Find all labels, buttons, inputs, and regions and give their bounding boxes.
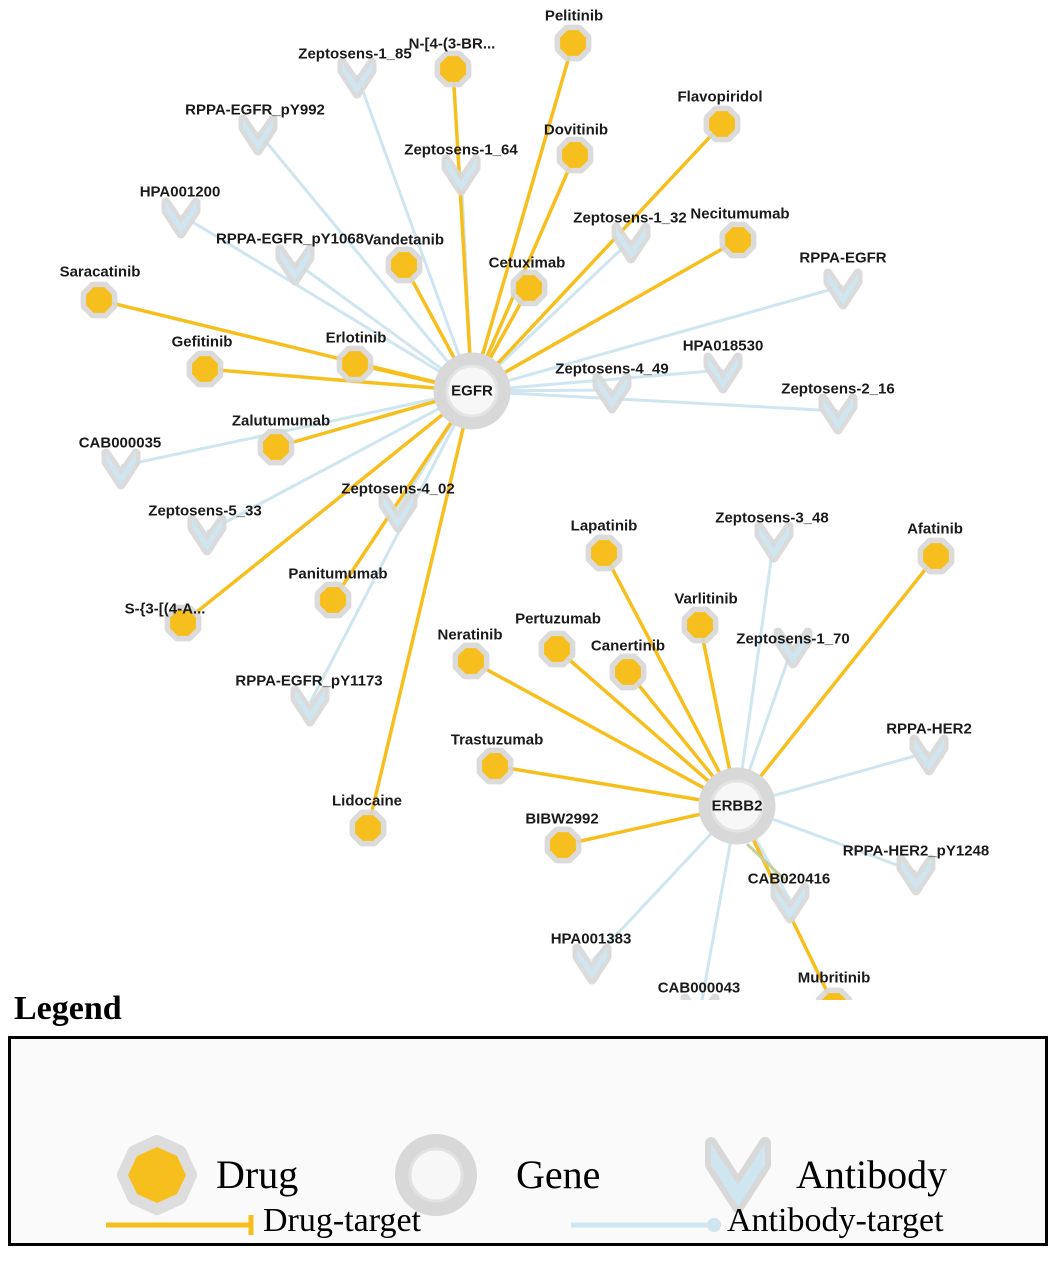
drug-node[interactable]: [262, 433, 290, 461]
drug-node-label: Necitumumab: [690, 205, 790, 223]
legend-label-drug-target: Drug-target: [263, 1202, 421, 1239]
antibody-node[interactable]: [446, 159, 476, 191]
drug-node[interactable]: [922, 542, 950, 570]
antibody-node-label: Zeptosens-4_49: [555, 360, 669, 378]
legend-box: [8, 1036, 1048, 1246]
antibody-node-label: RPPA-HER2_pY1248: [842, 842, 990, 860]
drug-node[interactable]: [708, 110, 736, 138]
antibody-node-label: RPPA-HER2: [886, 720, 972, 738]
drug-node[interactable]: [724, 226, 752, 254]
legend-label-antibody-target: Antibody-target: [727, 1202, 944, 1239]
drug-node-label: Afatinib: [907, 520, 963, 538]
antibody-node[interactable]: [295, 690, 325, 722]
antibody-node[interactable]: [778, 632, 808, 664]
legend-label-antibody: Antibody: [796, 1152, 948, 1197]
drug-node-label: Lapatinib: [570, 517, 638, 535]
gene-node-label[interactable]: EGFR: [451, 382, 493, 400]
drug-node-label: Neratinib: [437, 626, 503, 644]
drug-node-label: S-{3-[(4-A...: [124, 600, 206, 618]
antibody-node-label: Zeptosens-4_02: [341, 480, 455, 498]
drug-node-label: Pelitinib: [544, 7, 604, 25]
antibody-node[interactable]: [577, 948, 607, 980]
legend-drug-icon: [125, 1143, 189, 1207]
antibody-node[interactable]: [828, 273, 858, 305]
antibody-node-label: HPA018530: [682, 337, 764, 355]
antibody-node-label: Zeptosens-1_70: [736, 630, 850, 648]
drug-node-label: Trastuzumab: [450, 731, 544, 749]
antibody-node-label: RPPA-EGFR_pY992: [185, 101, 325, 119]
antibody-node[interactable]: [759, 526, 789, 558]
legend-title: Legend: [14, 990, 122, 1027]
drug-node[interactable]: [85, 286, 113, 314]
drug-node[interactable]: [341, 350, 369, 378]
drug-node[interactable]: [561, 141, 589, 169]
drug-node-label: Pertuzumab: [515, 610, 601, 628]
antibody-node-label: Zeptosens-1_64: [404, 141, 518, 159]
antibody-node[interactable]: [914, 739, 944, 771]
antibody-node-label: HPA001383: [550, 930, 632, 948]
antibody-node-label: RPPA-EGFR: [799, 249, 887, 267]
node-layer: [85, 29, 950, 1000]
edge-antibody-target: [472, 391, 838, 411]
drug-node-label: Gefitinib: [171, 333, 233, 351]
legend-label-drug: Drug: [216, 1152, 299, 1197]
antibody-node[interactable]: [823, 398, 853, 430]
drug-node[interactable]: [319, 586, 347, 614]
antibody-node-label: RPPA-EGFR_pY1173: [235, 672, 383, 690]
drug-node-label: Zalutumumab: [231, 412, 331, 430]
antibody-node[interactable]: [597, 377, 627, 409]
drug-node[interactable]: [515, 274, 543, 302]
antibody-node[interactable]: [616, 227, 646, 259]
antibody-node-label: CAB000035: [78, 434, 162, 452]
drug-node-label: Flavopiridol: [677, 88, 763, 106]
antibody-node-label: Zeptosens-1_85: [298, 45, 412, 63]
drug-node[interactable]: [169, 609, 197, 637]
edge-antibody-target: [207, 391, 472, 532]
edge-drug-target: [368, 391, 472, 828]
legend-antibody-edge: [571, 1218, 721, 1232]
legend-drug-edge: [106, 1215, 251, 1235]
drug-node-label: BIBW2992: [525, 810, 599, 828]
edge-antibody-target: [181, 215, 472, 391]
legend-antibody-icon: [711, 1143, 765, 1207]
drug-node[interactable]: [543, 635, 571, 663]
drug-node[interactable]: [191, 355, 219, 383]
antibody-node-label: Zeptosens-3_48: [715, 509, 829, 527]
antibody-node[interactable]: [106, 453, 136, 485]
drug-node[interactable]: [590, 539, 618, 567]
antibody-node-label: RPPA-EGFR_pY1068: [215, 230, 365, 248]
edge-antibody-target: [121, 391, 472, 466]
drug-node-label: Mubritinib: [797, 969, 871, 987]
antibody-node-label: CAB000043: [657, 979, 741, 997]
antibody-node[interactable]: [708, 357, 738, 389]
drug-node-label: Panitumumab: [288, 565, 388, 583]
legend-label-gene: Gene: [516, 1152, 601, 1197]
drug-node[interactable]: [439, 55, 467, 83]
drug-node[interactable]: [457, 647, 485, 675]
antibody-node[interactable]: [192, 519, 222, 551]
drug-node[interactable]: [686, 611, 714, 639]
antibody-node-label: Zeptosens-1_32: [573, 209, 687, 227]
antibody-node[interactable]: [775, 887, 805, 919]
legend-gene-icon: [402, 1141, 470, 1209]
legend: [8, 990, 1048, 1246]
drug-node-label: Saracatinib: [59, 263, 141, 281]
antibody-node[interactable]: [901, 859, 931, 891]
drug-node[interactable]: [354, 814, 382, 842]
drug-node-label: Lidocaine: [331, 792, 403, 810]
drug-node-label: Vandetanib: [363, 231, 445, 249]
edge-antibody-target: [310, 391, 472, 703]
antibody-node-label: HPA001200: [139, 183, 221, 201]
antibody-node[interactable]: [342, 62, 372, 94]
drug-node-label: Cetuximab: [488, 254, 566, 272]
antibody-node-label: Zeptosens-2_16: [781, 380, 895, 398]
drug-node[interactable]: [549, 831, 577, 859]
drug-node-label: N-[4-(3-BR...: [408, 35, 496, 53]
drug-node-label: Canertinib: [590, 637, 666, 655]
drug-node-label: Dovitinib: [543, 121, 609, 139]
drug-node[interactable]: [390, 251, 418, 279]
drug-node-label: Varlitinib: [674, 590, 738, 608]
gene-node-label[interactable]: ERBB2: [711, 797, 763, 815]
drug-node[interactable]: [614, 658, 642, 686]
antibody-node-label: Zeptosens-5_33: [148, 502, 262, 520]
antibody-node[interactable]: [166, 202, 196, 234]
antibody-node-label: CAB020416: [747, 870, 831, 888]
drug-node[interactable]: [481, 752, 509, 780]
drug-node[interactable]: [559, 29, 587, 57]
drug-node-label: Erlotinib: [325, 329, 387, 347]
edge-antibody-target: [747, 844, 785, 880]
